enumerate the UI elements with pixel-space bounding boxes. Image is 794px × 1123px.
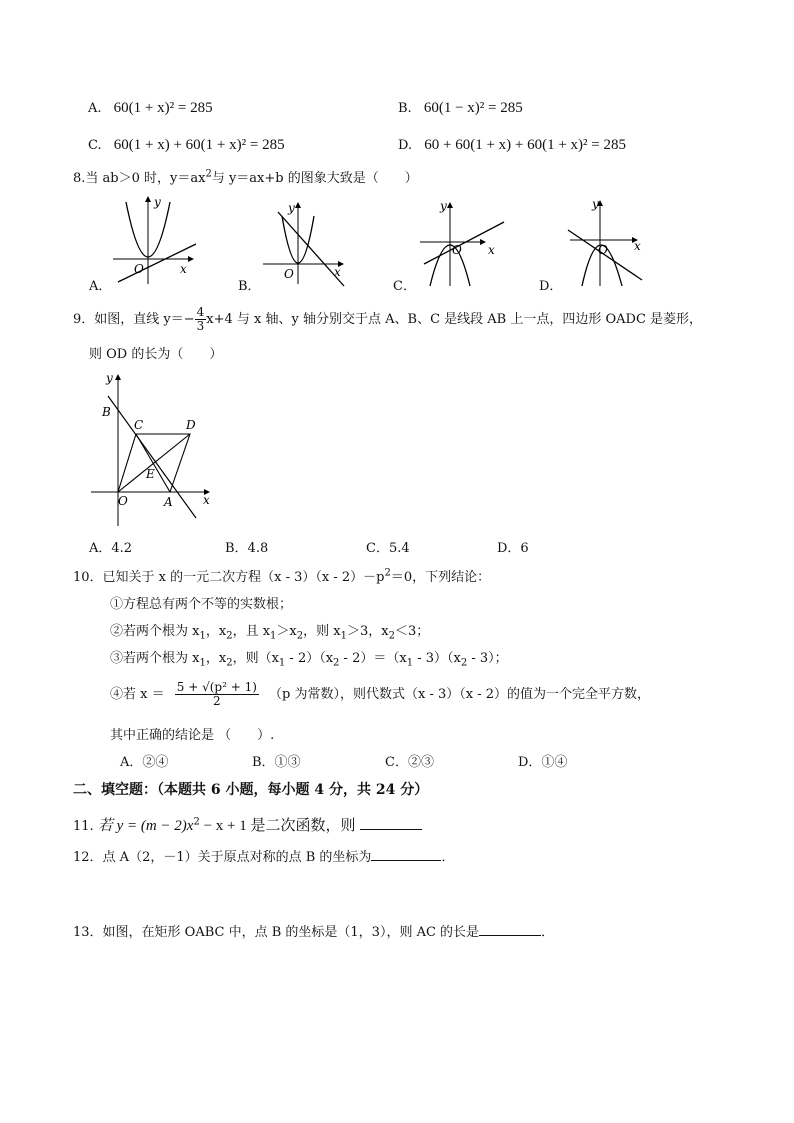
q8-label-b: B．: [238, 279, 261, 294]
q8d-x-label: x: [634, 239, 641, 253]
q9-label-b: B: [102, 405, 111, 419]
q9-stem-b: x+4 与 x 轴、y 轴分别交于点 A、B、C 是线段 AB 上一点，四边形 OADC 是菱形，: [206, 312, 703, 328]
q8b-origin-label: O: [284, 267, 294, 281]
q7-option-a: [88, 101, 213, 116]
q10-c2-sub1: 1: [199, 630, 206, 642]
q11-number: 11.: [73, 819, 94, 834]
q13-text: 13．如图，在矩形 OABC 中，点 B 的坐标是（1，3），则 AC 的长是: [73, 925, 480, 940]
q10-c3-c: ，则（x: [232, 651, 279, 666]
q9-option-c: C．5.4: [366, 541, 410, 556]
q10-conclusion-1: ①方程总有两个不等的实数根；: [110, 597, 293, 612]
q7-option-a-label: A.: [88, 101, 102, 116]
q7-option-d: [398, 138, 626, 153]
q9-frac-den: 3: [196, 319, 205, 334]
q9-label-o: O: [118, 494, 128, 508]
q8-graph-b: [258, 194, 353, 289]
q10-option-d: D．①④: [518, 755, 568, 770]
q11-answer-blank[interactable]: [360, 817, 422, 830]
q10-c2-f: ＞3，x: [346, 624, 389, 639]
q12: [73, 848, 454, 864]
q9-stem-line1: [73, 306, 702, 333]
q10-option-a: A．②④: [120, 755, 169, 770]
q8-label-a: A．: [89, 279, 112, 294]
q10-c3-sub6: 2: [460, 657, 468, 669]
q10-c3-sub3: 1: [278, 657, 286, 669]
q10-c3-b: ，x: [205, 651, 227, 666]
q12-text: 12．点 A（2，－1）关于原点对称的点 B 的坐标为: [73, 850, 372, 865]
q10-c2-b: ，x: [205, 624, 227, 639]
q12-end: ．: [441, 850, 455, 865]
q7-option-c-label: C.: [88, 138, 102, 153]
q10-option-b: B．①③: [252, 755, 301, 770]
q8-stem-exp: 2: [205, 168, 212, 180]
q10-conclusion-2: [110, 624, 430, 642]
q8d-origin-label: O: [598, 243, 608, 257]
q9-fraction: [195, 306, 207, 333]
q10-c2-c: ，且 x: [232, 624, 271, 639]
q7-option-b-expr: 60(1 − x)² = 285: [423, 100, 523, 116]
q9-stem-line2: 则 OD 的长为（ ）: [89, 347, 223, 362]
q8-label-c: C．: [393, 279, 416, 294]
q8-stem-b: 与 y＝ax+b 的图象大致是（ ）: [211, 171, 418, 186]
q9-label-x: x: [203, 493, 210, 507]
q8b-x-label: x: [334, 265, 341, 279]
q9-label-c: C: [134, 418, 144, 432]
q13-answer-blank[interactable]: [479, 923, 541, 936]
q7-option-a-expr: 60(1 + x)² = 285: [113, 100, 213, 116]
q10-stem-exp: 2: [384, 567, 391, 579]
q10-c3-sub1: 1: [199, 657, 206, 669]
q11-exp: 2: [193, 816, 200, 828]
q8c-y-label: y: [440, 199, 447, 213]
q10-c3-a: ③若两个根为 x: [110, 651, 200, 666]
q10-c2-sub2: 2: [226, 630, 233, 642]
q10-c2-g: ＜3；: [394, 624, 430, 639]
q13-end: ．: [541, 925, 555, 940]
q9-stem-a: 如图，直线 y＝−: [94, 312, 195, 328]
q8a-origin-label: O: [134, 262, 144, 276]
q7-option-d-label: D.: [398, 138, 413, 153]
q10-c3-f: - 3）（x: [413, 651, 461, 666]
q10-c2-e: ，则 x: [303, 624, 341, 639]
q8-label-d: D．: [539, 279, 563, 294]
q10-conclusion-prompt: 其中正确的结论是 （ ）.: [110, 728, 275, 743]
q9-label-y: y: [106, 371, 113, 385]
q10-c2-sub6: 2: [388, 630, 395, 642]
q8-graph-d: [560, 194, 650, 289]
q8d-y-label: y: [592, 197, 599, 211]
q10-c2-sub3: 1: [270, 630, 277, 642]
q7-option-b: [398, 101, 523, 116]
q10-c2-sub5: 1: [340, 630, 347, 642]
q10-c4-num: 5 + √(p² + 1): [176, 680, 257, 694]
q10-c3-sub5: 1: [406, 657, 414, 669]
q7-option-d-expr: 60 + 60(1 + x) + 60(1 + x)² = 285: [424, 137, 627, 153]
q10-c3-d: - 2）（x: [285, 651, 334, 666]
section-2-title: 二、填空题：（本题共 6 小题，每小题 4 分，共 24 分）: [73, 782, 429, 798]
q10-c4-den: 2: [213, 694, 221, 709]
q8c-x-label: x: [488, 243, 495, 257]
q10-c4-b: （p 为常数），则代数式（x - 3）（x - 2）的值为一个完全平方数，: [269, 687, 651, 703]
q13: [73, 923, 554, 939]
q10-c4-a: ④若 x ＝: [110, 687, 165, 703]
q7-option-b-label: B.: [398, 101, 412, 116]
q8-stem-a: 当 ab＞0 时，y＝ax: [85, 171, 206, 186]
q8a-x-label: x: [180, 262, 187, 276]
q9-label-d: D: [186, 418, 196, 432]
q8c-origin-label: O: [452, 243, 462, 257]
q9-label-e: E: [146, 467, 155, 481]
q10-option-c: C．②③: [385, 755, 434, 770]
q10-conclusion-4: [110, 681, 650, 708]
q10-stem-b: ＝0，下列结论：: [390, 570, 491, 585]
q8a-y-label: y: [154, 195, 161, 209]
q10-conclusion-3: [110, 651, 508, 669]
q8-graph-a: [108, 194, 203, 289]
q9-frac-num: 4: [196, 305, 205, 319]
q11-text-b: − x + 1 是二次函数，则: [199, 818, 356, 834]
q10-c3-g: - 3）；: [467, 651, 508, 666]
q10-c4-fraction: [175, 681, 259, 708]
q9-option-b: B．4.8: [225, 541, 269, 556]
q10-c2-d: ＞x: [276, 624, 297, 639]
q10-stem: [73, 567, 491, 585]
q7-option-c: [88, 138, 285, 153]
q10-c3-e: - 2）＝（x: [339, 651, 407, 666]
q9-number: 9．: [73, 312, 95, 328]
q10-c3-sub4: 2: [333, 657, 340, 669]
q10-c3-sub2: 2: [226, 657, 233, 669]
q9-option-d: D．6: [497, 541, 529, 556]
q7-option-c-expr: 60(1 + x) + 60(1 + x)² = 285: [113, 137, 285, 153]
q9-figure: [88, 368, 218, 533]
q8-graph-c: [410, 194, 510, 289]
q9-option-a: A．4.2: [89, 541, 133, 556]
q10-stem-a: 已知关于 x 的一元二次方程（x - 3）（x - 2）－p: [102, 570, 385, 585]
q10-c2-a: ②若两个根为 x: [110, 624, 200, 639]
q8-number: 8.: [73, 171, 86, 186]
q11: [73, 817, 422, 834]
q8-stem: [73, 168, 418, 186]
q10-c2-sub4: 2: [296, 630, 304, 642]
q8b-y-label: y: [288, 201, 295, 215]
q12-answer-blank[interactable]: [371, 848, 441, 861]
q9-label-a: A: [164, 495, 173, 509]
q11-text-a: 若 y = (m − 2)x: [97, 818, 194, 834]
q10-number: 10．: [73, 570, 103, 585]
